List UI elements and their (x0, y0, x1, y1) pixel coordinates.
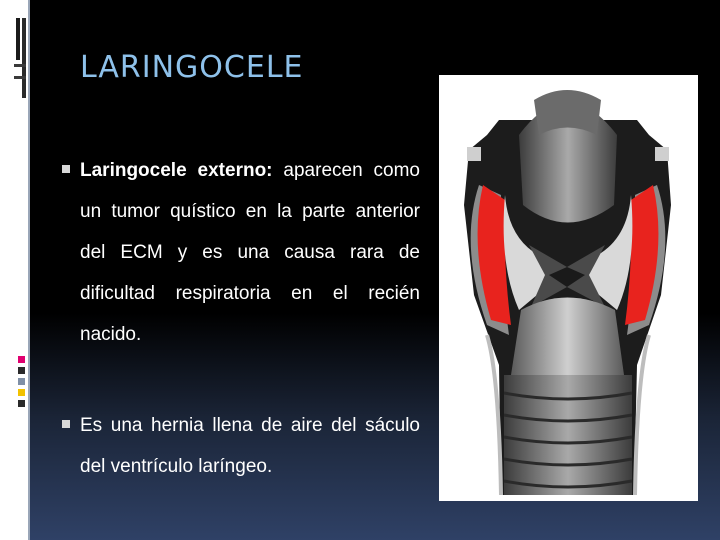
bullet-item (56, 150, 420, 355)
bullet-text: Es una hernia llena de aire del sáculo del ventrículo laríngeo. (80, 415, 420, 477)
bullet-item (56, 405, 420, 487)
color-squares-decoration (18, 356, 25, 411)
bullet-text: aparecen como un tumor quístico en la parte anterior del ECM y es una causa rara de dificultad respiratoria en el recién nacido. (80, 160, 421, 345)
slide-title: LARINGOCELE (80, 50, 304, 85)
bullet-list (56, 150, 420, 487)
bullet-marker-icon (62, 165, 70, 173)
larynx-figure (439, 75, 698, 501)
left-band-edge (28, 0, 30, 540)
bullet-marker-icon (62, 420, 70, 428)
bullet-lead: Laringocele externo: (80, 160, 273, 181)
larynx-illustration (439, 75, 698, 501)
